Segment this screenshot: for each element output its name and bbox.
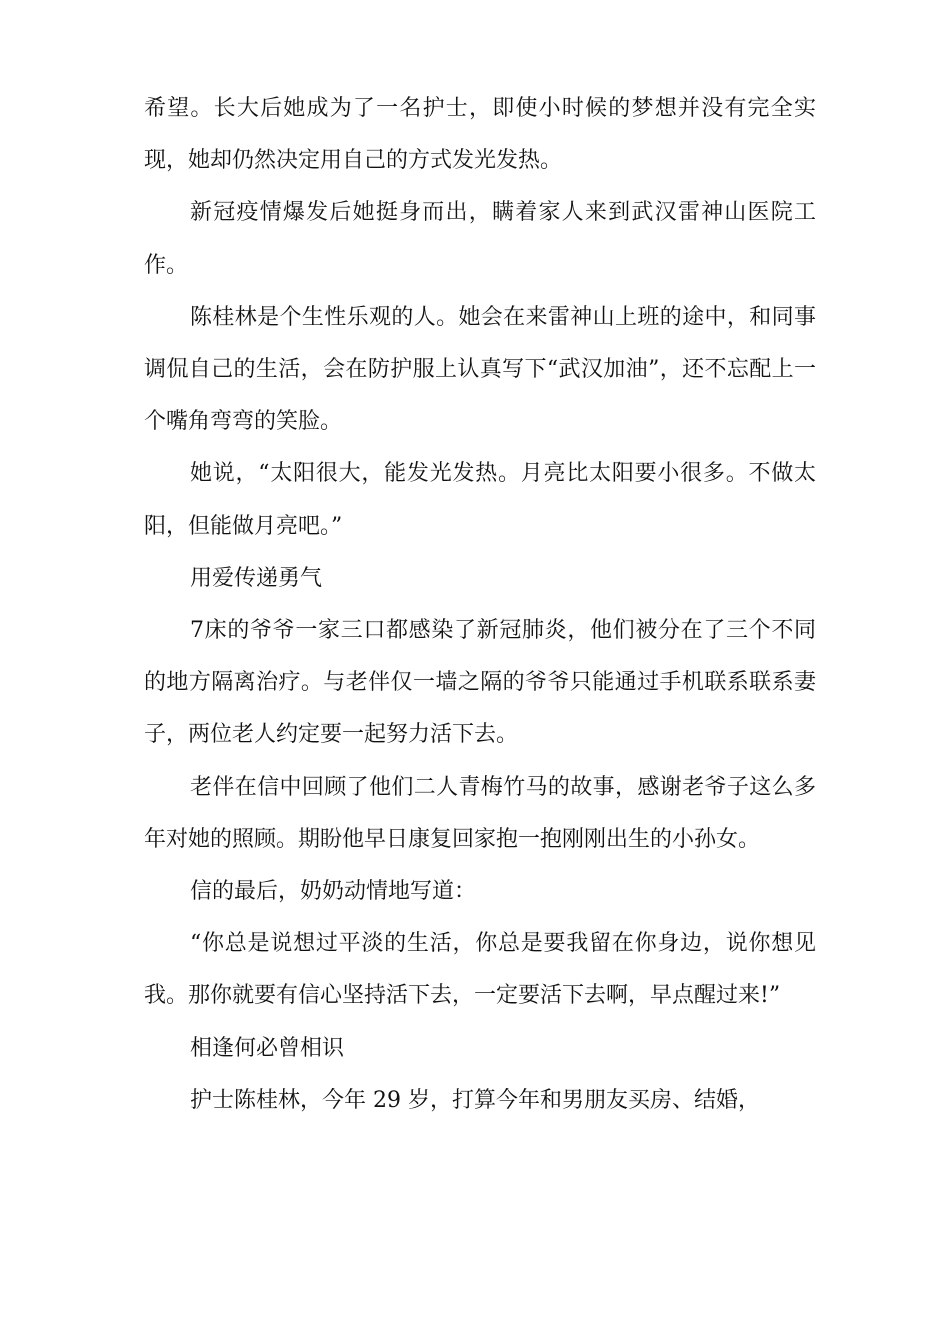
paragraph: 护士陈桂林，今年 29 岁，打算今年和男朋友买房、结婚， [190,1087,760,1113]
document-page [144,83,816,1127]
section-heading: 相逢何必曾相识 [190,1035,345,1061]
paragraph: 7床的爷爷一家三口都感染了新冠肺炎，他们被分在了三个不同的地方隔离治疗。与老伴仅一墙之隔的爷爷只能通过手机联系联系妻子，两位老人约定要一起努力活下去。 [144,618,816,748]
paragraph: 信的最后，奶奶动情地写道： [190,879,477,905]
paragraph: 陈桂林是个生性乐观的人。她会在来雷神山上班的途中，和同事调侃自己的生活，会在防护服上认真写下“武汉加油”，还不忘配上一个嘴角弯弯的笑脸。 [144,304,816,435]
paragraph: 新冠疫情爆发后她挺身而出，瞒着家人来到武汉雷神山医院工作。 [144,200,816,278]
paragraph: 她说，“太阳很大，能发光发热。月亮比太阳要小很多。不做太阳，但能做月亮吧。” [144,461,816,539]
paragraph: 老伴在信中回顾了他们二人青梅竹马的故事，感谢老爷子这么多年对她的照顾。期盼他早日康复回家抱一抱刚刚出生的小孙女。 [144,774,816,852]
quoted-letter: “你总是说想过平淡的生活，你总是要我留在你身边，说你想见我。那你就要有信心坚持活下去，一定要活下去啊，早点醒过来!” [144,931,816,1009]
paragraph-continuation: 希望。长大后她成为了一名护士，即使小时候的梦想并没有完全实现，她却仍然决定用自己的方式发光发热。 [144,96,816,174]
section-heading: 用爱传递勇气 [190,565,323,591]
